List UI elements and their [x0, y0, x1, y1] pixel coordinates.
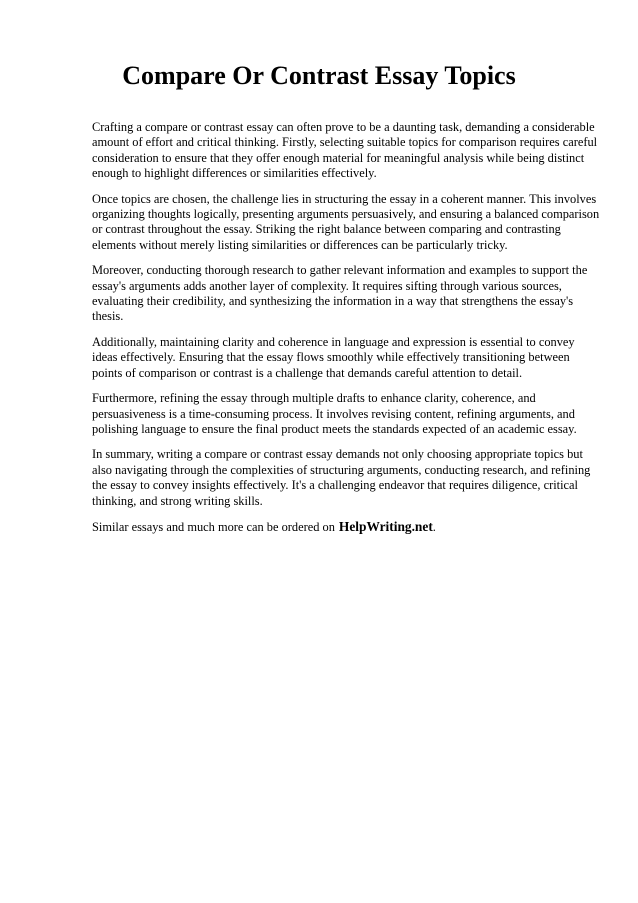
- paragraph-2: Once topics are chosen, the challenge lies in structuring the essay in a coherent manner. This involves organizing thoughts logically, presenting arguments persuasively, and ensuring a balanced comparison or contrast throughout the essay. Striking the right balance between comparing and contrasting elements without merely listing similarities or differences can be particularly tricky.: [92, 191, 600, 252]
- footer-text: Similar essays and much more can be ordered on: [92, 519, 335, 534]
- paragraph-4: Additionally, maintaining clarity and coherence in language and expression is essential to convey ideas effectively. Ensuring that the essay flows smoothly while effectively transitioning between points of comparison or contrast is a challenge that demands careful attention to detail.: [92, 334, 575, 380]
- paragraph-5: Furthermore, refining the essay through multiple drafts to enhance clarity, coherence, and persuasiveness is a time-consuming process. It involves revising content, refining arguments, and polishing language to ensure the final product meets the standards expected of an academic essay.: [92, 391, 577, 436]
- footer-line: [92, 519, 602, 535]
- paragraph-3: Moreover, conducting thorough research to gather relevant information and examples to support the essay's arguments adds another layer of complexity. It requires sifting through various sources, evaluating their credibility, and synthesizing the information in a way that strengthens the essay's thesis.: [92, 263, 588, 324]
- paragraph-6: In summary, writing a compare or contrast essay demands not only choosing appropriate topics but also navigating through the complexities of structuring arguments, conducting research, and refining the essay to convey insights effectively. It's a challenging endeavor that requires diligence, critical thinking, and strong writing skills.: [92, 447, 591, 508]
- helpwriting-link[interactable]: HelpWriting.net: [338, 518, 433, 534]
- page-title: Compare Or Contrast Essay Topics: [122, 61, 516, 90]
- footer-period: .: [432, 519, 436, 534]
- document-body: [92, 120, 602, 545]
- paragraph-1: Crafting a compare or contrast essay can often prove to be a daunting task, demanding a considerable amount of effort and critical thinking. Firstly, selecting suitable topics for comparison requires careful consideration to ensure that they offer enough material for meaningful analysis while being distinct enough to highlight differences or similarities effectively.: [92, 120, 598, 181]
